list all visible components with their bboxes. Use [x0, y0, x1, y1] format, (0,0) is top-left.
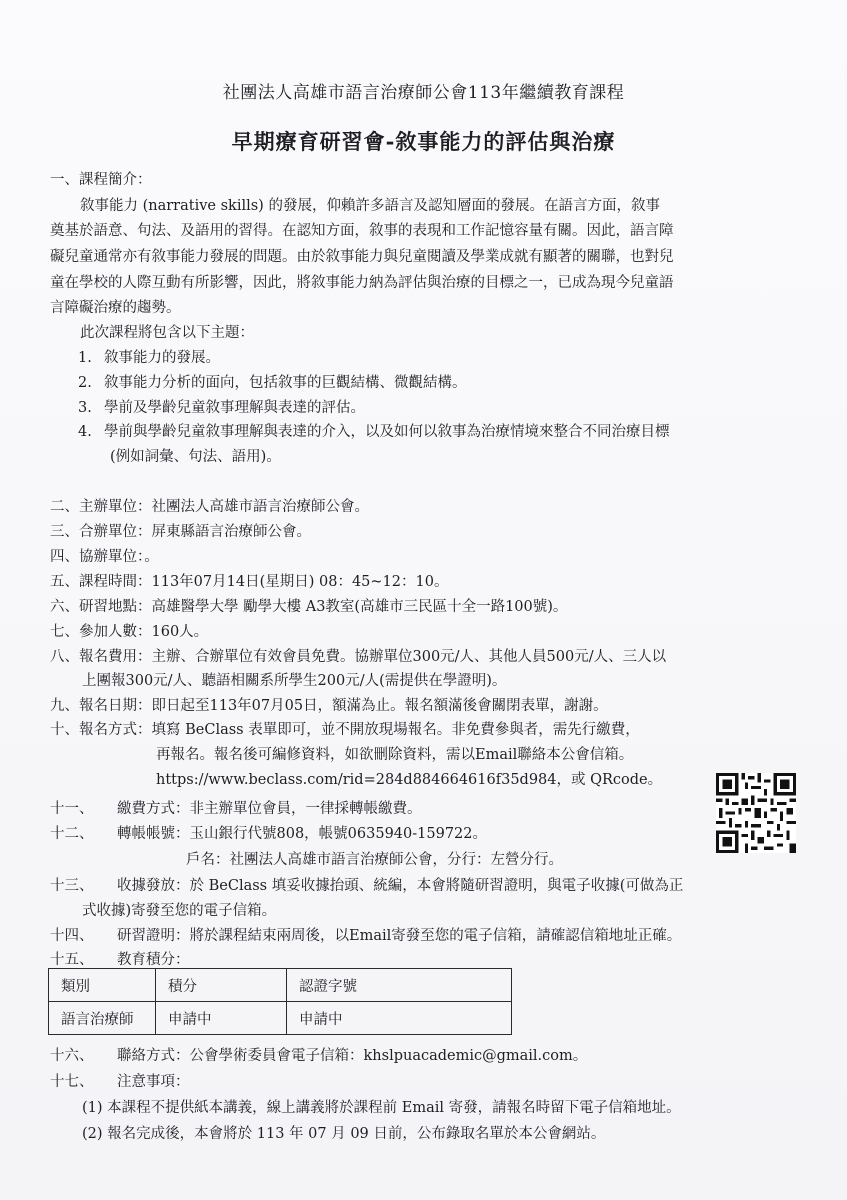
receipt-info: 收據發放：於 BeClass 填妥收據抬頭、統編，本會將隨研習證明，與電子收據(可做為正: [117, 878, 684, 894]
intro-line-5: 言障礙治療的趨勢。: [50, 300, 181, 316]
topic-text: 敘事能力的發展。: [104, 350, 220, 366]
table-cell: 語言治療師: [49, 1002, 156, 1035]
registration-method-2: 再報名。報名後可編修資料，如欲刪除資料，需以Email聯絡本公會信箱。: [156, 747, 634, 763]
topic-text: 敘事能力分析的面向，包括敘事的巨觀結構、微觀結構。: [104, 375, 467, 391]
receipt-label: 十三、: [50, 878, 94, 894]
topic-item: [78, 396, 365, 417]
document-subtitle: 早期療育研習會-敘事能力的評估與治療: [231, 129, 616, 154]
table-header-cell: 類別: [49, 969, 156, 1002]
account-name: 戶名：社團法人高雄市語言治療師公會，分行：左營分行。: [186, 852, 563, 868]
topic-item: [78, 371, 467, 392]
topic-4-continuation: (例如詞彙、句法、語用)。: [110, 449, 281, 465]
topic-number: 3.: [78, 400, 92, 416]
note-2: (2) 報名完成後，本會將於 113 年 07 月 09 日前，公布錄取名單於本公會網站。: [82, 1126, 606, 1142]
topic-text: 學前與學齡兒童敘事理解與表達的介入，以及如何以敘事為治療情境來整合不同治療目標: [104, 424, 670, 440]
registration-deadline: 九、報名日期：即日起至113年07月05日，額滿為止。報名額滿後會關閉表單，謝謝。: [50, 698, 608, 714]
intro-line-3: 礙兒童通常亦有敘事能力發展的問題。由於敘事能力與兒童閱讀及學業成就有顯著的關聯，也對兒: [50, 249, 674, 265]
contact-label: 十六、: [50, 1048, 94, 1064]
topic-text: 學前及學齡兒童敘事理解與表達的評估。: [104, 400, 365, 416]
section-heading-intro: 一、課程簡介：: [50, 172, 152, 188]
assistant-organizer: 四、協辦單位：。: [50, 549, 159, 565]
document-title: 社團法人高雄市語言治療師公會113年繼續教育課程: [222, 83, 625, 103]
table-cell: 申請中: [287, 1002, 512, 1035]
topics-intro: 此次課程將包含以下主題：: [80, 325, 254, 341]
registration-link[interactable]: https://www.beclass.com/rid=284d884664616f35d984，或 QRcode。: [156, 772, 663, 788]
note-1: (1) 本課程不提供紙本講義，線上講義將於課程前 Email 寄發，請報名時留下電子信箱地址。: [82, 1100, 681, 1116]
topic-item: [78, 346, 220, 367]
organizer: 二、主辦單位：社團法人高雄市語言治療師公會。: [50, 499, 369, 515]
table-row: [49, 1002, 512, 1035]
intro-line-4: 童在學校的人際互動有所影響，因此，將敘事能力納為評估與治療的目標之一，已成為現今兒童語: [50, 275, 674, 291]
topic-item: [78, 420, 670, 441]
attendee-count: 七、參加人數：160人。: [50, 624, 209, 640]
table-header-cell: 認證字號: [287, 969, 512, 1002]
intro-line-1: 敘事能力 (narrative skills) 的發展，仰賴許多語言及認知層面的發展。在語言方面，敘事: [80, 198, 660, 214]
certificate-info: 研習證明：將於課程結束兩周後，以Email寄發至您的電子信箱，請確認信箱地址正確。: [117, 928, 682, 944]
fee-line-1: 八、報名費用：主辦、合辦單位有效會員免費。協辦單位300元/人、其他人員500元/人、三人以: [50, 649, 667, 665]
intro-line-2: 奠基於語意、句法、及語用的習得。在認知方面，敘事的表現和工作記憶容量有關。因此，語言障: [50, 223, 674, 239]
payment-method: 繳費方式：非主辦單位會員，一律採轉帳繳費。: [117, 801, 422, 817]
fee-line-2: 上團報300元/人、聽語相關系所學生200元/人(需提供在學證明)。: [82, 673, 507, 689]
credit-label: 十五、: [50, 952, 94, 968]
receipt-info-cont: 式收據)寄發至您的電子信箱。: [82, 903, 277, 919]
credit-table: [48, 968, 512, 1035]
bank-account: 轉帳帳號：玉山銀行代號808，帳號0635940-159722。: [117, 826, 488, 842]
notes-heading: 注意事項：: [117, 1074, 190, 1090]
table-cell: 申請中: [156, 1002, 287, 1035]
topic-number: 4.: [78, 424, 92, 440]
course-time: 五、課程時間：113年07月14日(星期日) 08：45~12：10。: [50, 574, 449, 590]
topic-number: 2.: [78, 375, 92, 391]
certificate-label: 十四、: [50, 928, 94, 944]
contact-info: 聯絡方式：公會學術委員會電子信箱：khslpuacademic@gmail.com。: [117, 1048, 588, 1064]
table-header-row: [49, 969, 512, 1002]
co-organizer: 三、合辦單位：屏東縣語言治療師公會。: [50, 524, 311, 540]
table-header-cell: 積分: [156, 969, 287, 1002]
qr-code-icon[interactable]: [716, 773, 796, 853]
registration-method-1: 十、報名方式：填寫 BeClass 表單即可，並不開放現場報名。非免費參與者，需先行繳費，: [50, 722, 640, 738]
topic-number: 1.: [78, 350, 92, 366]
credit-heading: 教育積分：: [117, 952, 190, 968]
payment-label: 十一、: [50, 801, 94, 817]
notes-label: 十七、: [50, 1074, 94, 1090]
account-label: 十二、: [50, 826, 94, 842]
course-location: 六、研習地點：高雄醫學大學 勵學大樓 A3教室(高雄市三民區十全一路100號)。: [50, 599, 568, 615]
